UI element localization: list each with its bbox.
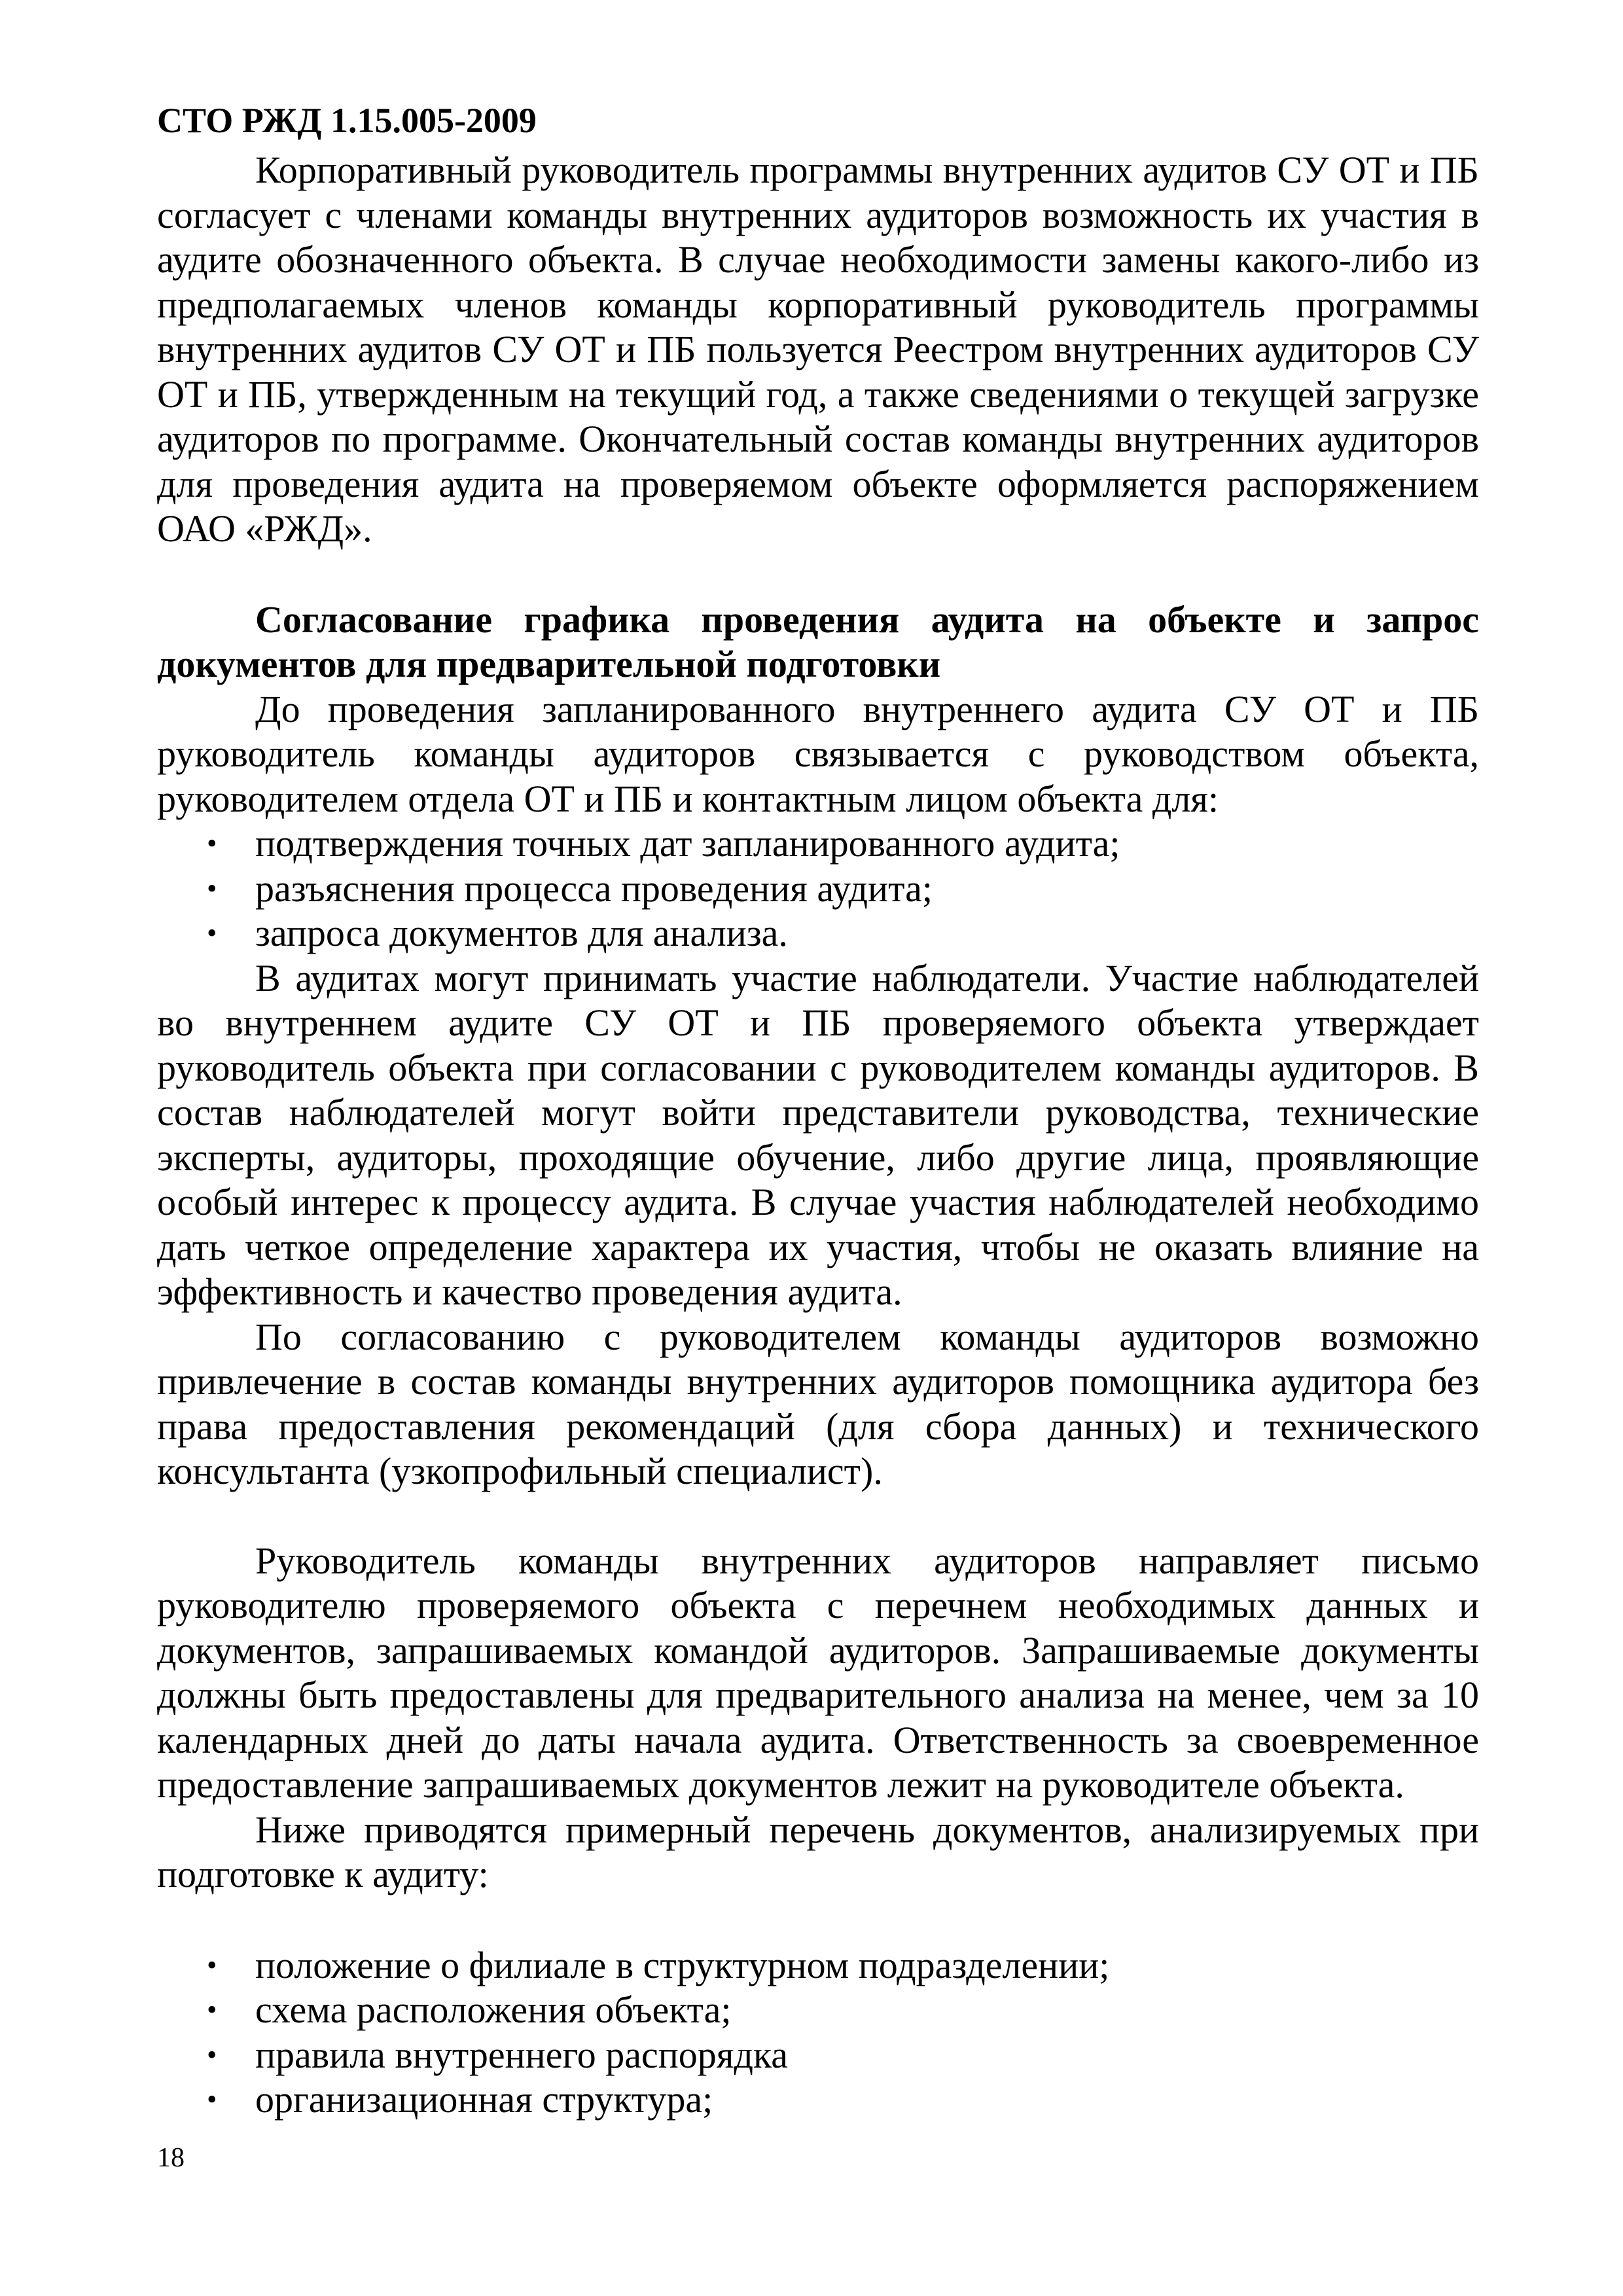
list-item: • подтверждения точных дат запланированного аудита; [157, 821, 1479, 867]
paragraph-before-audit: До проведения запланированного внутреннего аудита СУ ОТ и ПБ руководитель команды аудиторов связывается с руководством объекта, руководителем отдела ОТ и ПБ и контактным лицом объекта для: [157, 687, 1479, 820]
section-heading: Согласование графика проведения аудита на объекте и запрос документов для предварительной подготовки [157, 598, 1479, 685]
bullet-icon: • [207, 917, 217, 949]
list-item: • запроса документов для анализа. [157, 911, 1479, 956]
spacer [157, 1897, 1479, 1943]
documents-list [157, 1943, 1479, 2123]
list-item: • организационная структура; [157, 2077, 1479, 2123]
document-page [157, 98, 1479, 2123]
page-number: 18 [157, 2143, 185, 2173]
document-code: СТО РЖД 1.15.005-2009 [157, 101, 537, 140]
list-item: • схема расположения объекта; [157, 1988, 1479, 2033]
bullet-icon: • [207, 2038, 217, 2071]
list-item: • положение о филиале в структурном подразделении; [157, 1943, 1479, 1988]
paragraph-corporate-leader: Корпоративный руководитель программы внутренних аудитов СУ ОТ и ПБ согласует с членами команды внутренних аудиторов возможность их участия в аудите обозначенного объекта. В случае необходимости замены какого-либо из предполагаемых членов команды корпоративный руководитель программы внутренних аудитов СУ ОТ и ПБ пользуется Реестром внутренних аудиторов СУ ОТ и ПБ, утвержденным на текущий год, а также сведениями о текущей загрузке аудиторов по программе. Окончательный состав команды внутренних аудиторов для проведения аудита на проверяемом объекте оформляется распоряжением ОАО «РЖД». [157, 149, 1479, 550]
spacer [157, 552, 1479, 598]
bullet-icon: • [207, 872, 217, 905]
list-item: • правила внутреннего распорядка [157, 2033, 1479, 2078]
paragraph-document-list-intro: Ниже приводятся примерный перечень документов, анализируемых при подготовке к аудиту: [157, 1808, 1479, 1895]
paragraph-letter: Руководитель команды внутренних аудиторов направляет письмо руководителю проверяемого объекта с перечнем необходимых данных и документов, запрашиваемых командой аудиторов. Запрашиваемые документы должны быть предоставлены для предварительного анализа на менее, чем за 10 календарных дней до даты начала аудита. Ответственность за своевременное предоставление запрашиваемых документов лежит на руководителе объекта. [157, 1539, 1479, 1806]
list-item: • разъяснения процесса проведения аудита; [157, 867, 1479, 912]
paragraph-observers: В аудитах могут принимать участие наблюдатели. Участие наблюдателей во внутреннем аудите СУ ОТ и ПБ проверяемого объекта утверждает руководитель объекта при согласовании с руководителем команды аудиторов. В состав наблюдателей могут войти представители руководства, технические эксперты, аудиторы, проходящие обучение, либо другие лица, проявляющие особый интерес к процессу аудита. В случае участия наблюдателей необходимо дать четкое определение характера их участия, чтобы не оказать влияние на эффективность и качество проведения аудита. [157, 956, 1479, 1313]
paragraph-assistant: По согласованию с руководителем команды аудиторов возможно привлечение в состав команды внутренних аудиторов помощника аудитора без права предоставления рекомендаций (для сбора данных) и технического консультанта (узкопрофильный специалист). [157, 1315, 1479, 1492]
bullet-icon: • [207, 2083, 217, 2115]
spacer [157, 1494, 1479, 1539]
bullet-icon: • [207, 1994, 217, 2026]
purpose-list [157, 821, 1479, 956]
bullet-icon: • [207, 1948, 217, 1981]
bullet-icon: • [207, 827, 217, 859]
